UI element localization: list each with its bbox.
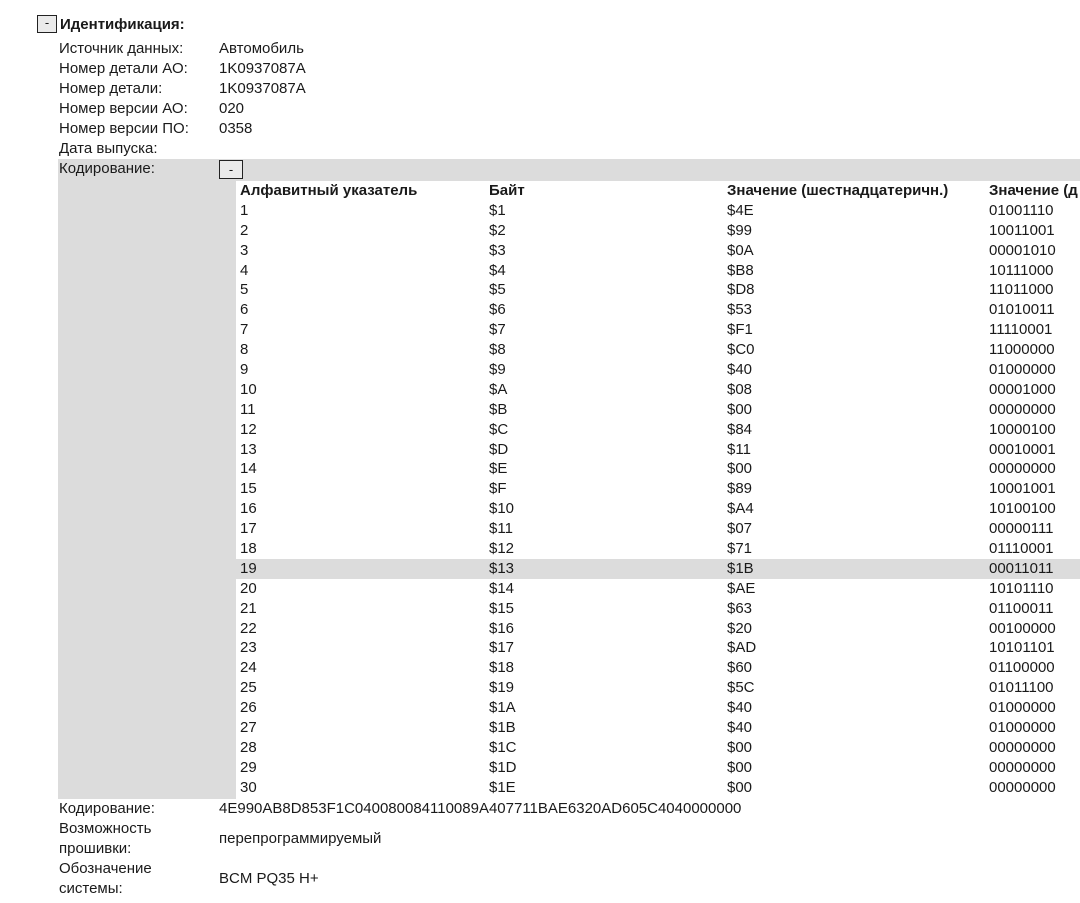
cell-binary-value: 10111000: [989, 261, 1054, 279]
cell-byte: $6: [489, 301, 506, 319]
cell-byte: $12: [489, 540, 515, 558]
column-header-binary-value[interactable]: Значение (д: [989, 182, 1078, 199]
cell-binary-value: 00001000: [989, 380, 1056, 398]
coding-table: [236, 181, 1080, 798]
cell-binary-value: 01100000: [989, 659, 1055, 677]
cell-byte: $1E: [489, 778, 516, 796]
cell-index: 9: [240, 361, 249, 379]
cell-byte: $18: [489, 659, 515, 677]
part-number-label: Номер детали:: [59, 80, 163, 97]
cell-hex-value: $11: [727, 440, 751, 458]
cell-byte: $1B: [489, 719, 516, 737]
cell-byte: $1: [489, 201, 506, 219]
cell-binary-value: 01110001: [989, 540, 1054, 558]
table-row[interactable]: [236, 638, 1080, 658]
cell-byte: $1A: [489, 699, 516, 717]
cell-binary-value: 00001010: [989, 241, 1056, 259]
cell-binary-value: 11011000: [989, 281, 1054, 299]
table-row[interactable]: [236, 380, 1080, 400]
cell-byte: $F: [489, 480, 507, 498]
release-date-label: Дата выпуска:: [59, 140, 158, 157]
data-source-label: Источник данных:: [59, 40, 184, 57]
cell-hex-value: $AE: [727, 579, 756, 597]
cell-binary-value: 00000111: [989, 520, 1054, 538]
cell-index: 28: [240, 738, 257, 756]
cell-binary-value: 10101101: [989, 639, 1055, 657]
cell-index: 15: [240, 480, 257, 498]
cell-byte: $5: [489, 281, 506, 299]
cell-binary-value: 01000000: [989, 361, 1056, 379]
cell-byte: $14: [489, 579, 515, 597]
ao-version-label: Номер версии АО:: [59, 100, 188, 117]
cell-hex-value: $D8: [727, 281, 755, 299]
flash-capability-label-line2: прошивки:: [59, 840, 132, 857]
cell-binary-value: 00000000: [989, 738, 1056, 756]
cell-byte: $3: [489, 241, 506, 259]
cell-byte: $19: [489, 679, 515, 697]
cell-hex-value: $53: [727, 301, 753, 319]
table-row[interactable]: [236, 420, 1080, 440]
coding-label-background: [58, 159, 218, 799]
cell-binary-value: 10000100: [989, 420, 1056, 438]
cell-byte: $C: [489, 420, 509, 438]
table-row[interactable]: [236, 579, 1080, 599]
cell-binary-value: 00000000: [989, 400, 1056, 418]
cell-binary-value: 10101110: [989, 579, 1054, 597]
cell-hex-value: $00: [727, 758, 753, 776]
identification-collapse-toggle[interactable]: -: [37, 15, 57, 33]
cell-binary-value: 00100000: [989, 619, 1056, 637]
cell-binary-value: 11110001: [989, 321, 1053, 339]
table-row[interactable]: [236, 360, 1080, 380]
cell-binary-value: 00000000: [989, 460, 1056, 478]
flash-capability-label-line1: Возможность: [59, 820, 152, 837]
table-row[interactable]: [236, 658, 1080, 678]
cell-index: 11: [240, 400, 256, 418]
table-row[interactable]: [236, 479, 1080, 499]
cell-index: 6: [240, 301, 249, 319]
cell-hex-value: $F1: [727, 321, 753, 339]
cell-index: 27: [240, 719, 257, 737]
cell-binary-value: 01001110: [989, 201, 1054, 219]
table-row[interactable]: [236, 340, 1080, 360]
flash-capability-value: перепрограммируемый: [219, 830, 382, 847]
cell-byte: $7: [489, 321, 506, 339]
cell-index: 12: [240, 420, 257, 438]
cell-index: 25: [240, 679, 257, 697]
cell-hex-value: $AD: [727, 639, 757, 657]
table-row[interactable]: [236, 320, 1080, 340]
cell-hex-value: $71: [727, 540, 753, 558]
table-row[interactable]: [236, 201, 1080, 221]
cell-hex-value: $B8: [727, 261, 754, 279]
cell-byte: $4: [489, 261, 506, 279]
cell-hex-value: $0A: [727, 241, 754, 259]
table-row[interactable]: [236, 619, 1080, 639]
table-row[interactable]: [236, 400, 1080, 420]
coding-string-label: Кодирование:: [59, 800, 155, 817]
table-row[interactable]: [236, 519, 1080, 539]
data-source-value: Автомобиль: [219, 40, 304, 57]
table-row[interactable]: [236, 539, 1080, 559]
table-row[interactable]: [236, 718, 1080, 738]
cell-byte: $D: [489, 440, 509, 458]
cell-byte: $16: [489, 619, 515, 637]
cell-hex-value: $40: [727, 719, 753, 737]
cell-index: 5: [240, 281, 249, 299]
table-row[interactable]: [236, 300, 1080, 320]
cell-hex-value: $40: [727, 699, 753, 717]
cell-index: 19: [240, 559, 257, 577]
cell-byte: $1C: [489, 738, 517, 756]
cell-index: 8: [240, 341, 249, 359]
cell-binary-value: 01000000: [989, 699, 1056, 717]
cell-binary-value: 00000000: [989, 758, 1056, 776]
sw-version-label: Номер версии ПО:: [59, 120, 189, 137]
cell-index: 23: [240, 639, 257, 657]
cell-hex-value: $60: [727, 659, 753, 677]
cell-index: 26: [240, 699, 257, 717]
cell-index: 17: [240, 520, 257, 538]
coding-table-header-row: [236, 181, 1080, 201]
table-row[interactable]: [236, 698, 1080, 718]
cell-hex-value: $4E: [727, 201, 754, 219]
cell-hex-value: $07: [727, 520, 753, 538]
cell-binary-value: 10011001: [989, 221, 1055, 239]
cell-hex-value: $C0: [727, 341, 755, 359]
cell-index: 30: [240, 778, 257, 796]
table-row[interactable]: [236, 459, 1080, 479]
ao-part-number-value: 1K0937087A: [219, 60, 306, 77]
cell-hex-value: $1B: [727, 559, 754, 577]
cell-hex-value: $99: [727, 221, 753, 239]
coding-table-gutter: [218, 181, 236, 799]
column-header-hex-value[interactable]: Значение (шестнадцатеричн.): [727, 182, 949, 199]
cell-hex-value: $63: [727, 599, 753, 617]
cell-index: 1: [240, 201, 249, 219]
cell-index: 20: [240, 579, 257, 597]
table-row[interactable]: [236, 599, 1080, 619]
coding-table-label: Кодирование:: [59, 160, 155, 177]
table-row[interactable]: [236, 261, 1080, 281]
coding-collapse-toggle[interactable]: -: [219, 160, 243, 179]
cell-hex-value: $89: [727, 480, 753, 498]
cell-byte: $A: [489, 380, 508, 398]
cell-binary-value: 00010001: [989, 440, 1056, 458]
column-header-index[interactable]: Алфавитный указатель: [240, 182, 418, 199]
cell-binary-value: 10001001: [989, 480, 1056, 498]
cell-byte: $B: [489, 400, 508, 418]
cell-byte: $10: [489, 500, 515, 518]
table-row[interactable]: [236, 280, 1080, 300]
cell-index: 10: [240, 380, 257, 398]
cell-byte: $9: [489, 361, 506, 379]
cell-binary-value: 00000000: [989, 778, 1056, 796]
cell-hex-value: $00: [727, 738, 753, 756]
table-row[interactable]: [236, 440, 1080, 460]
system-designation-value: BCM PQ35 H+: [219, 870, 319, 887]
cell-binary-value: 01100011: [989, 599, 1054, 617]
coding-table-header-bar: [218, 159, 1080, 181]
cell-byte: $13: [489, 559, 515, 577]
cell-byte: $E: [489, 460, 508, 478]
cell-binary-value: 11000000: [989, 341, 1055, 359]
sw-version-value: 0358: [219, 120, 253, 137]
cell-hex-value: $84: [727, 420, 753, 438]
coding-string-value: 4E990AB8D853F1C040080084110089A407711BAE6320AD605C4040000000: [219, 800, 742, 817]
cell-hex-value: $00: [727, 778, 753, 796]
ao-version-value: 020: [219, 100, 245, 117]
cell-hex-value: $A4: [727, 500, 754, 518]
cell-binary-value: 01011100: [989, 679, 1054, 697]
table-row[interactable]: [236, 738, 1080, 758]
cell-index: 24: [240, 659, 257, 677]
cell-hex-value: $00: [727, 400, 753, 418]
table-row[interactable]: [236, 678, 1080, 698]
cell-index: 13: [240, 440, 257, 458]
part-number-value: 1K0937087A: [219, 80, 306, 97]
identification-title: Идентификация:: [60, 15, 185, 33]
cell-binary-value: 01000000: [989, 719, 1056, 737]
cell-index: 7: [240, 321, 249, 339]
table-row[interactable]: [236, 758, 1080, 778]
cell-index: 16: [240, 500, 257, 518]
cell-hex-value: $20: [727, 619, 753, 637]
identification-header: [37, 14, 185, 34]
cell-index: 29: [240, 758, 257, 776]
cell-binary-value: 10100100: [989, 500, 1056, 518]
cell-hex-value: $08: [727, 380, 753, 398]
cell-byte: $1D: [489, 758, 517, 776]
table-row[interactable]: [236, 559, 1080, 579]
column-header-byte[interactable]: Байт: [489, 182, 525, 199]
cell-hex-value: $5C: [727, 679, 755, 697]
cell-hex-value: $00: [727, 460, 753, 478]
cell-binary-value: 00011011: [989, 559, 1054, 577]
table-row[interactable]: [236, 241, 1080, 261]
cell-byte: $8: [489, 341, 506, 359]
cell-index: 3: [240, 241, 249, 259]
cell-byte: $15: [489, 599, 515, 617]
table-row[interactable]: [236, 221, 1080, 241]
cell-index: 2: [240, 221, 249, 239]
system-designation-label-line1: Обозначение: [59, 860, 152, 877]
cell-index: 22: [240, 619, 257, 637]
cell-byte: $11: [489, 520, 513, 538]
cell-index: 21: [240, 599, 257, 617]
table-row[interactable]: [236, 499, 1080, 519]
cell-index: 14: [240, 460, 257, 478]
system-designation-label-line2: системы:: [59, 880, 123, 897]
cell-hex-value: $40: [727, 361, 753, 379]
ao-part-number-label: Номер детали АО:: [59, 60, 188, 77]
cell-index: 18: [240, 540, 257, 558]
cell-byte: $17: [489, 639, 515, 657]
cell-binary-value: 01010011: [989, 301, 1055, 319]
cell-byte: $2: [489, 221, 506, 239]
table-row[interactable]: [236, 778, 1080, 798]
cell-index: 4: [240, 261, 249, 279]
